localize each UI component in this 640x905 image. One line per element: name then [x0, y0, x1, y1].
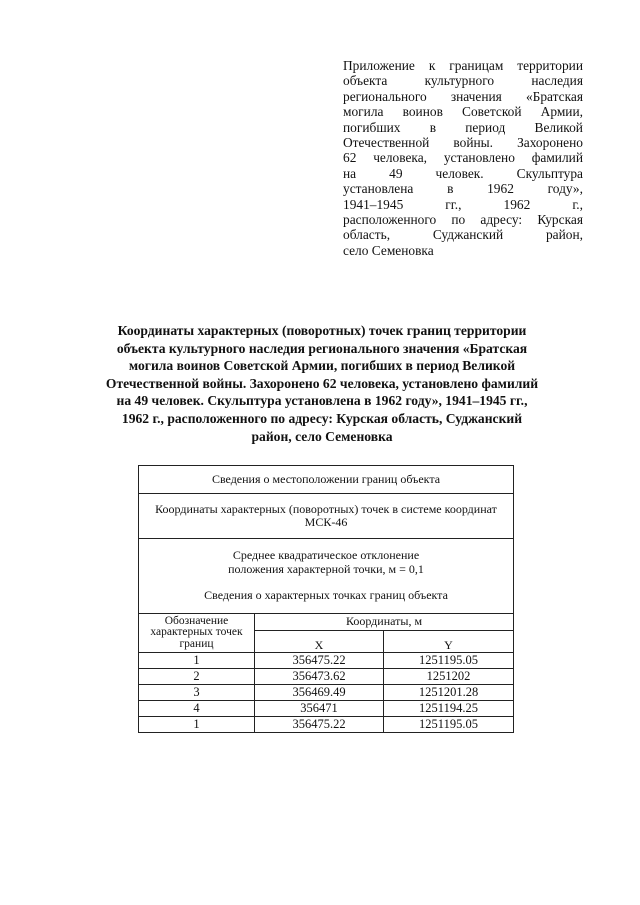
appendix-word: фамилий [531, 150, 583, 166]
appendix-word: границам [449, 58, 504, 73]
table-row [139, 494, 514, 539]
appendix-word: период [465, 119, 506, 135]
accuracy-cell [139, 539, 514, 614]
appendix-word: 62 [343, 150, 357, 166]
table-row [139, 669, 514, 685]
document-title [92, 322, 552, 445]
table-row [139, 717, 514, 733]
point-cell: 1 [139, 717, 255, 733]
coord-system-line: Координаты характерных (поворотных) точек в системе координат [155, 501, 497, 516]
appendix-word: погибших [343, 119, 401, 135]
appendix-word: наследия [531, 73, 583, 89]
appendix-word: человек. [435, 165, 484, 181]
appendix-word: Суджанский [432, 227, 504, 243]
appendix-word: в [429, 119, 437, 135]
appendix-word: Захоронено [517, 135, 583, 151]
appendix-word: адресу: [480, 212, 523, 228]
appendix-word: к [428, 58, 436, 73]
y-cell: 1251195.05 [384, 653, 514, 669]
points-info-text: Сведения о характерных точках границ объекта [204, 588, 448, 603]
appendix-word: 1941–1945 [343, 196, 404, 212]
appendix-word: году», [547, 181, 583, 197]
appendix-word: 49 [389, 165, 403, 181]
table-row [139, 685, 514, 701]
appendix-word: район, [545, 227, 583, 243]
appendix-line [343, 120, 583, 135]
title-line: могила воинов Советской Армии, погибших в период Великой [128, 358, 516, 374]
appendix-word: установлена [343, 181, 414, 197]
appendix-line: село Семеновка [343, 242, 434, 258]
appendix-line [343, 58, 583, 73]
appendix-line [343, 89, 583, 104]
y-cell: 1251202 [384, 669, 514, 685]
location-info-cell: Сведения о местоположении границ объекта [139, 466, 514, 494]
appendix-word: воинов [402, 104, 443, 120]
appendix-word: область, [343, 227, 391, 243]
appendix-word: Приложение [343, 58, 415, 73]
appendix-word: установлено [443, 150, 515, 166]
appendix-word: человека, [373, 150, 428, 166]
coordinates-header: Координаты, м [255, 614, 514, 631]
appendix-word: Скульптура [516, 165, 583, 181]
point-label-header: Обозначение характерных точек границ [139, 614, 255, 653]
appendix-word: территории [517, 58, 583, 73]
appendix-line [343, 166, 583, 181]
y-cell: 1251195.05 [384, 717, 514, 733]
point-cell: 4 [139, 701, 255, 717]
appendix-word: Великой [534, 119, 583, 135]
x-cell: 356469.49 [255, 685, 384, 701]
appendix-word: «Братская [525, 88, 583, 104]
y-cell: 1251194.25 [384, 701, 514, 717]
appendix-word: по [451, 212, 466, 228]
appendix-word: Отечественной [343, 135, 430, 151]
x-cell: 356471 [255, 701, 384, 717]
appendix-line [343, 227, 583, 242]
x-cell: 356475.22 [255, 717, 384, 733]
appendix-line [343, 73, 583, 88]
appendix-word: расположенного [343, 212, 437, 228]
appendix-word: могила [343, 104, 384, 120]
appendix-line [343, 135, 583, 150]
accuracy-line: положения характерной точки, м = 0,1 [228, 561, 424, 576]
appendix-word: культурного [424, 73, 495, 89]
appendix-line [343, 197, 583, 212]
x-header: X [255, 631, 384, 653]
appendix-word: в [447, 181, 454, 197]
title-line: 1962 г., расположенного по адресу: Курская область, Суджанский [121, 410, 523, 426]
y-cell: 1251201.28 [384, 685, 514, 701]
coord-system-cell [139, 494, 514, 539]
appendix-word: 1962 [503, 196, 531, 212]
title-line: район, село Семеновка [251, 428, 393, 444]
x-cell: 356475.22 [255, 653, 384, 669]
x-cell: 356473.62 [255, 669, 384, 685]
appendix-word: на [343, 165, 357, 181]
appendix-line [343, 104, 583, 119]
coord-system-line: МСК-46 [304, 515, 348, 529]
point-cell: 2 [139, 669, 255, 685]
appendix-word: Советской [462, 104, 522, 120]
appendix-word: Курская [537, 212, 583, 228]
appendix-word: объекта [343, 73, 388, 89]
appendix-line [343, 150, 583, 165]
appendix-note [343, 58, 583, 258]
appendix-word: регионального [343, 88, 427, 104]
table-row [139, 466, 514, 494]
appendix-line [343, 181, 583, 196]
table-header-row [139, 614, 514, 631]
accuracy-line: Среднее квадратическое отклонение [232, 548, 420, 563]
title-line: Отечественной войны. Захоронено 62 человека, установлено фамилий [105, 375, 539, 391]
y-header: Y [384, 631, 514, 653]
appendix-word: значения [450, 88, 502, 104]
appendix-word: гг., [445, 196, 462, 212]
appendix-word: войны. [453, 135, 494, 151]
table-row [139, 539, 514, 614]
point-cell: 3 [139, 685, 255, 701]
appendix-word: 1962 [487, 181, 514, 197]
title-line: Координаты характерных (поворотных) точек границ территории [117, 323, 527, 338]
title-line: объекта культурного наследия регионального значения «Братская [116, 340, 528, 356]
table-row [139, 653, 514, 669]
appendix-line [343, 212, 583, 227]
table-row [139, 701, 514, 717]
point-cell: 1 [139, 653, 255, 669]
appendix-word: Армии, [540, 104, 583, 120]
coordinates-table [138, 465, 514, 733]
title-line: на 49 человек. Скульптура установлена в 1962 году», 1941–1945 гг., [116, 393, 528, 409]
appendix-word: г., [572, 196, 583, 212]
